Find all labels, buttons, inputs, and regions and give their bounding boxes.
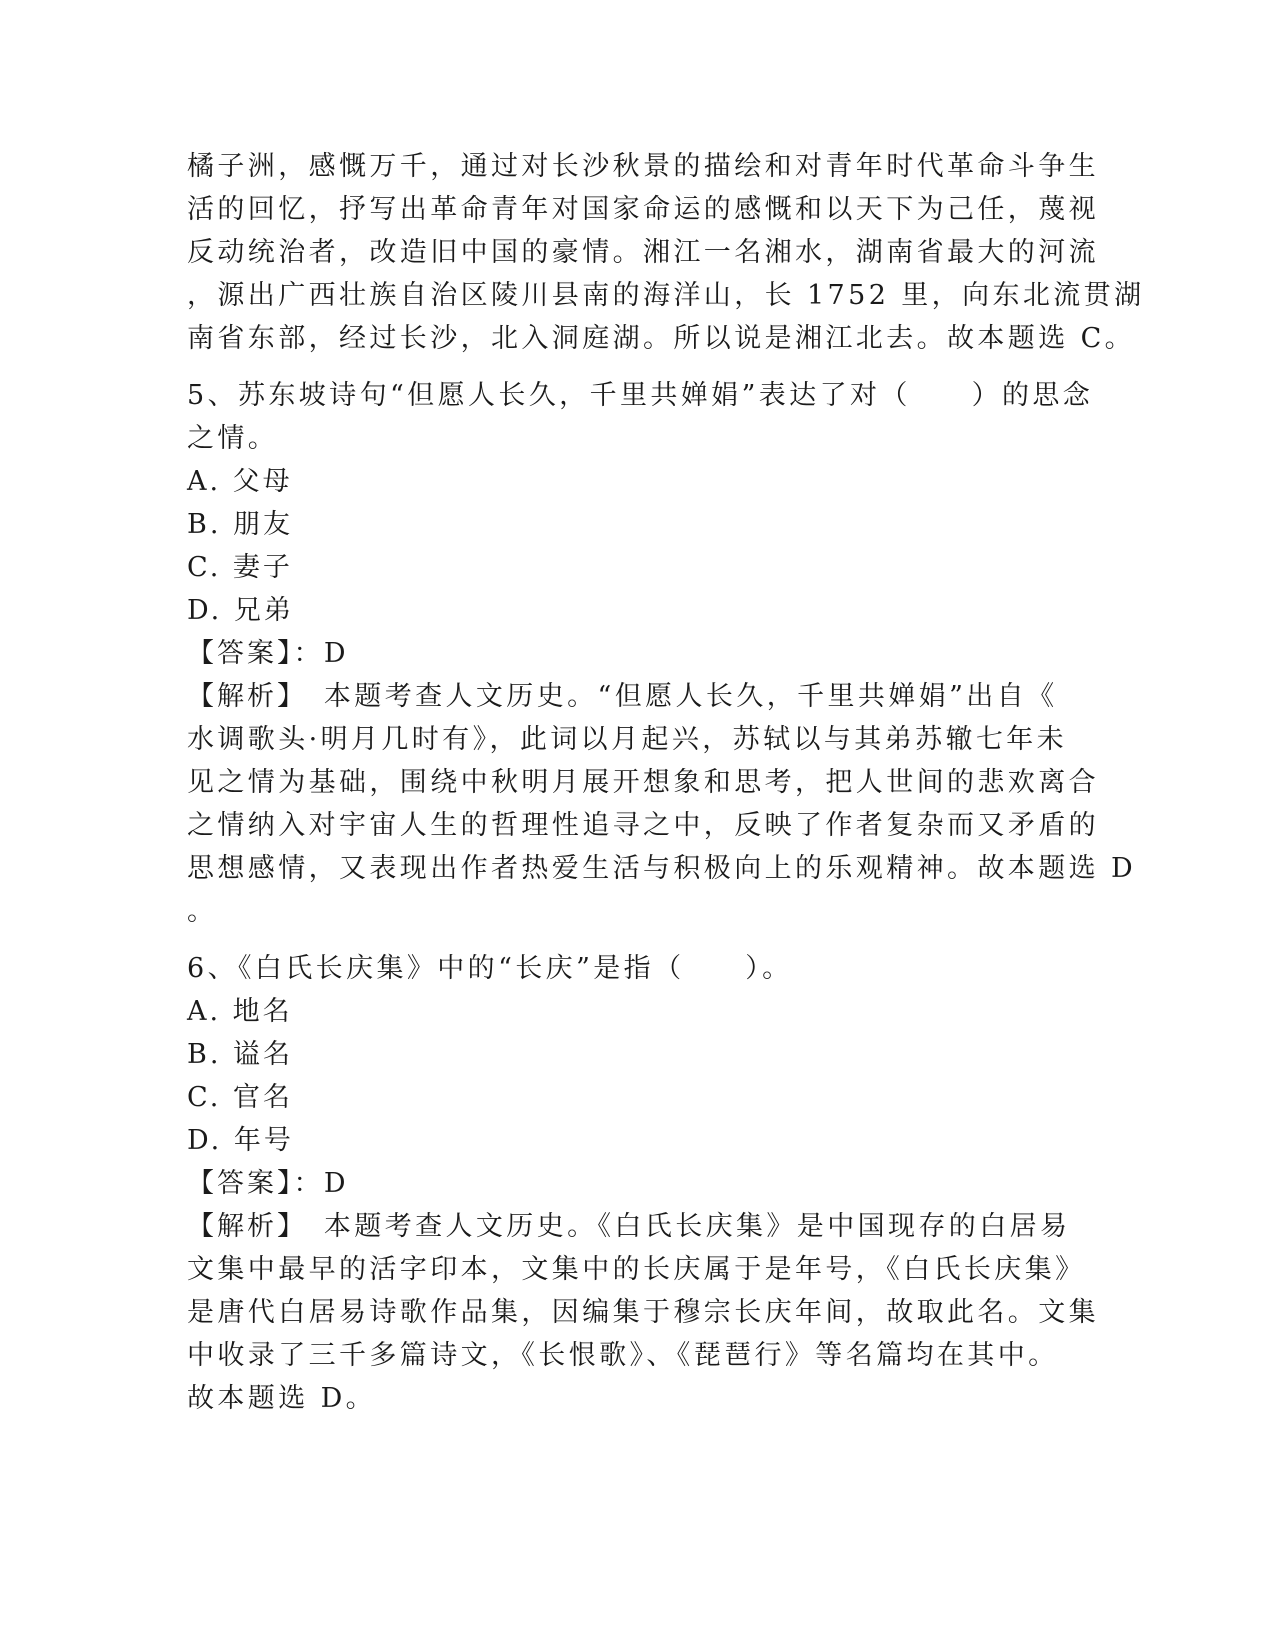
analysis-label: 【解析】 [187, 1211, 294, 1242]
question-stem-line: 之情。 [187, 423, 279, 454]
analysis-line [187, 1205, 1087, 1248]
analysis-line: 故本题选 D。 [187, 1383, 377, 1414]
intro-line: 橘子洲，感慨万千，通过对长沙秋景的描绘和对青年时代革命斗争生 [187, 151, 1099, 182]
analysis-label: 【解析】 [187, 681, 294, 712]
analysis-text: 本题考查人文历史。“但愿人长久，千里共婵娟”出自《 [293, 681, 1058, 712]
question-stem-line: 5、苏东坡诗句“但愿人长久，千里共婵娟”表达了对（ ）的思念 [187, 380, 1094, 411]
option-c: C. 官名 [187, 1082, 293, 1113]
intro-line: 活的回忆，抒写出革命青年对国家命运的感慨和以天下为己任，蔑视 [187, 194, 1099, 225]
question-stem-line: 6、《白氏长庆集》中的“长庆”是指（ ）。 [187, 953, 793, 984]
analysis-line: 水调歌头·明月几时有》，此词以月起兴，苏轼以与其弟苏辙七年未 [187, 724, 1068, 755]
option-a: A. 父母 [187, 466, 293, 497]
analysis-line: 文集中最早的活字印本，文集中的长庆属于是年号，《白氏长庆集》 [187, 1254, 1086, 1285]
option-c: C. 妻子 [187, 552, 293, 583]
intro-line: 反动统治者，改造旧中国的豪情。湘江一名湘水，湖南省最大的河流 [187, 237, 1099, 268]
document-content [187, 145, 1145, 1420]
answer-line [187, 632, 1087, 675]
analysis-line: 之情纳入对宇宙人生的哲理性追寻之中，反映了作者复杂而又矛盾的 [187, 810, 1099, 841]
analysis-line: 思想感情，又表现出作者热爱生活与积极向上的乐观精神。故本题选 D [187, 853, 1137, 884]
analysis-line: 中收录了三千多篇诗文，《长恨歌》、《琵琶行》等名篇均在其中。 [187, 1340, 1059, 1371]
intro-line: 南省东部，经过长沙，北入洞庭湖。所以说是湘江北去。故本题选 C。 [187, 323, 1136, 354]
option-a: A. 地名 [187, 996, 293, 1027]
analysis-text: 本题考查人文历史。《白氏长庆集》是中国现存的白居易 [293, 1211, 1071, 1242]
analysis-line: 。 [187, 896, 218, 927]
question-6 [187, 947, 1099, 1420]
analysis-line: 见之情为基础，围绕中秋明月展开想象和思考，把人世间的悲欢离合 [187, 767, 1099, 798]
option-b: B. 朋友 [187, 509, 294, 540]
answer-value: ：D [293, 1168, 349, 1199]
answer-line [187, 1162, 1087, 1205]
intro-paragraph [187, 145, 1145, 360]
option-d: D. 兄弟 [187, 595, 294, 626]
answer-label: 【答案】 [187, 638, 294, 669]
intro-line: ，源出广西壮族自治区陵川县南的海洋山，长 1752 里，向东北流贯湖 [187, 280, 1145, 311]
option-d: D. 年号 [187, 1125, 294, 1156]
answer-label: 【答案】 [187, 1168, 294, 1199]
spacer [187, 360, 1087, 374]
spacer [187, 933, 1087, 947]
option-b: B. 谥名 [187, 1039, 294, 1070]
analysis-line [187, 675, 1087, 718]
answer-value: ：D [293, 638, 349, 669]
question-5 [187, 374, 1137, 933]
analysis-line: 是唐代白居易诗歌作品集，因编集于穆宗长庆年间，故取此名。文集 [187, 1297, 1099, 1328]
